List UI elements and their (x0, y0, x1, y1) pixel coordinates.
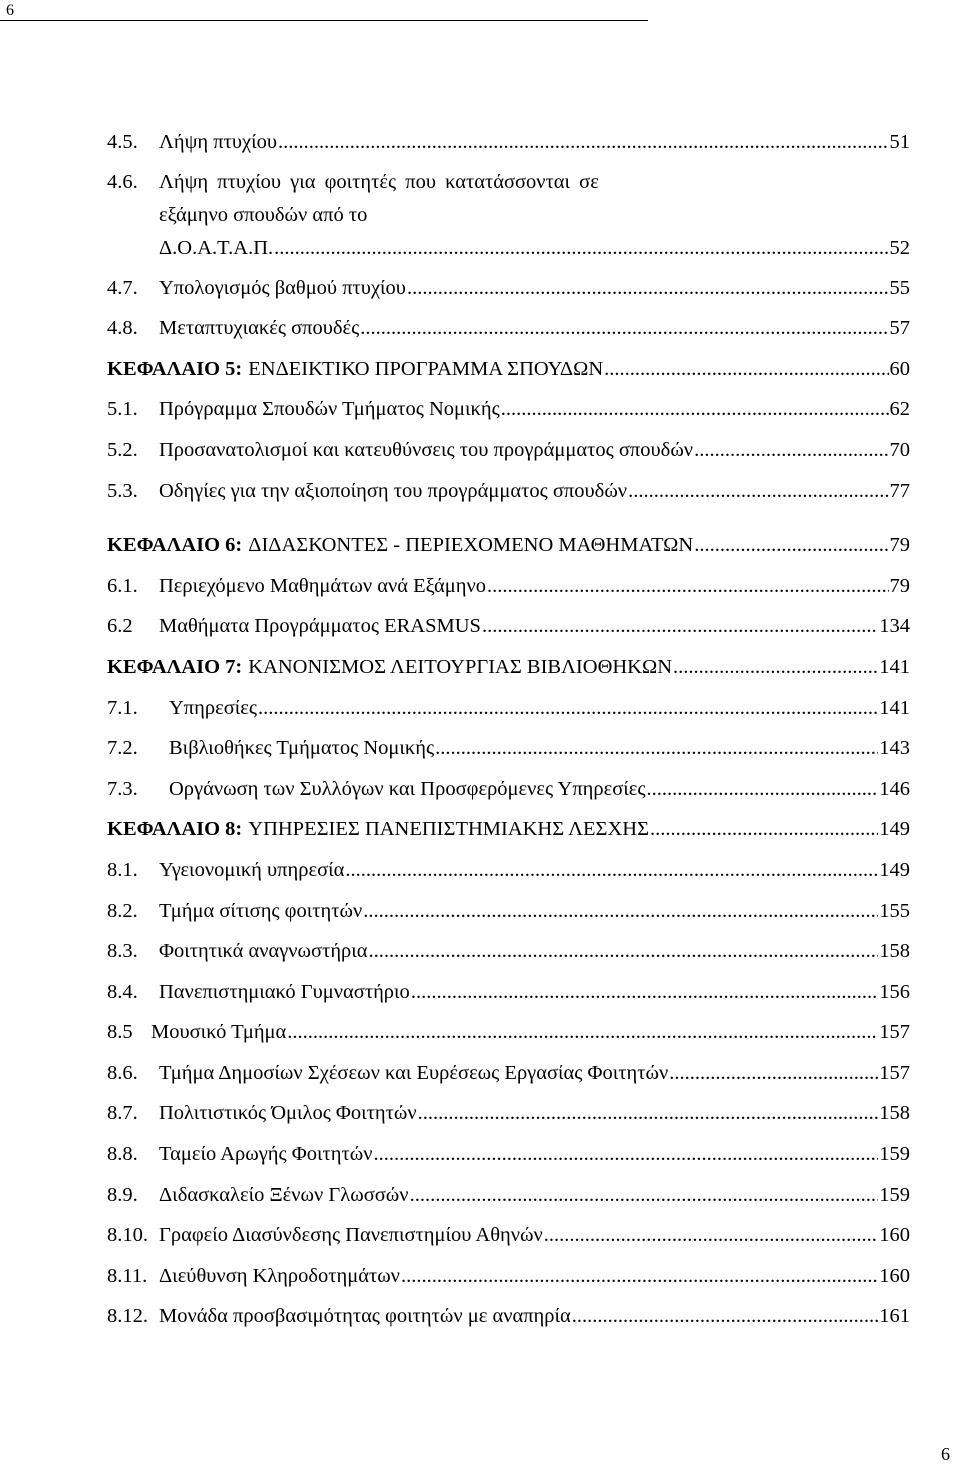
toc-title: Τμήμα Δημοσίων Σχέσεων και Ευρέσεως Εργασίας Φοιτητών (159, 1061, 669, 1084)
toc-number: 8.3. (107, 940, 138, 963)
toc-title: Πρόγραμμα Σπουδών Τμήματος Νομικής (159, 398, 500, 421)
table-of-contents (107, 122, 910, 1337)
toc-page: 157 (879, 1061, 910, 1084)
toc-entry-8-1[interactable] (107, 850, 910, 891)
toc-chapter-5[interactable] (107, 349, 910, 390)
toc-title: Προσανατολισμοί και κατευθύνσεις του προγράμματος σπουδών (159, 438, 694, 461)
toc-leader (418, 1093, 879, 1134)
toc-page: 134 (879, 615, 910, 638)
toc-number: 5.3. (107, 479, 138, 502)
toc-title: Περιεχόμενο Μαθημάτων ανά Εξάμηνο (159, 574, 487, 597)
toc-page: 79 (889, 574, 910, 597)
toc-title: Διδασκαλείο Ξένων Γλωσσών (159, 1183, 409, 1206)
chapter-label: ΚΕΦΑΛΑΙΟ 6: (107, 534, 243, 557)
toc-page: 60 (889, 357, 910, 380)
toc-title: ΕΝΔΕΙΚΤΙΚΟ ΠΡΟΓΡΑΜΜΑ ΣΠΟΥΔΩΝ (248, 357, 604, 380)
toc-title: Μαθήματα Προγράμματος ERASMUS (159, 615, 481, 638)
toc-page: 159 (879, 1183, 910, 1206)
toc-leader (604, 349, 888, 390)
toc-leader (694, 525, 888, 566)
toc-number: 8.1. (107, 858, 138, 881)
toc-number: 6.2 (107, 615, 133, 638)
toc-number: 7.3. (107, 777, 138, 800)
toc-entry-8-8[interactable] (107, 1134, 910, 1175)
toc-number: 8.5 (107, 1021, 133, 1044)
toc-leader (482, 606, 878, 647)
toc-entry-8-7[interactable] (107, 1093, 910, 1134)
toc-entry-5-1[interactable] (107, 389, 910, 430)
toc-entry-7-1[interactable] (107, 688, 910, 729)
toc-page: 158 (879, 1102, 910, 1125)
toc-leader (407, 268, 889, 309)
toc-title: Γραφείο Διασύνδεσης Πανεπιστημίου Αθηνών (159, 1224, 543, 1247)
toc-entry-8-11[interactable] (107, 1256, 910, 1297)
chapter-label: ΚΕΦΑΛΑΙΟ 5: (107, 357, 243, 380)
toc-number: 6.1. (107, 574, 138, 597)
toc-leader (694, 430, 888, 471)
toc-page: 161 (879, 1305, 910, 1328)
toc-entry-8-3[interactable] (107, 931, 910, 972)
toc-page: 141 (879, 696, 910, 719)
toc-page: 55 (889, 276, 910, 299)
header-page-number: 6 (6, 2, 14, 19)
toc-leader (501, 389, 889, 430)
toc-title: Πολιτιστικός Όμιλος Φοιτητών (159, 1102, 417, 1125)
toc-leader (401, 1256, 878, 1297)
toc-title: ΚΑΝΟΝΙΣΜΟΣ ΛΕΙΤΟΥΡΓΙΑΣ ΒΙΒΛΙΟΘΗΚΩΝ (248, 655, 673, 678)
toc-leader (345, 850, 878, 891)
toc-page: 141 (879, 655, 910, 678)
toc-page: 51 (889, 131, 910, 153)
toc-page: 146 (879, 777, 910, 800)
toc-title: Λήψη πτυχίου (159, 131, 278, 153)
toc-page: 77 (889, 479, 910, 502)
toc-page: 158 (879, 940, 910, 963)
toc-number: 8.8. (107, 1143, 138, 1166)
toc-entry-8-5[interactable] (107, 1012, 910, 1053)
toc-chapter-7[interactable] (107, 647, 910, 688)
toc-leader (363, 891, 878, 932)
toc-entry-5-2[interactable] (107, 430, 910, 471)
toc-title: Μονάδα προσβασιμότητας φοιτητών με αναπηρία (159, 1305, 571, 1328)
toc-entry-4-6[interactable] (107, 163, 910, 265)
toc-leader (435, 728, 878, 769)
toc-title: Βιβλιοθήκες Τμήματος Νομικής (169, 737, 435, 760)
toc-leader (647, 769, 879, 810)
toc-chapter-8[interactable] (107, 809, 910, 850)
toc-number: 8.11. (107, 1264, 148, 1287)
toc-leader (673, 647, 878, 688)
toc-title-line-1: Λήψη πτυχίου για φοιτητές που κατατάσσονται σε (159, 170, 599, 193)
toc-number: 4.6. (107, 170, 138, 193)
toc-page: 155 (879, 899, 910, 922)
toc-entry-8-6[interactable] (107, 1053, 910, 1094)
toc-title: Ταμείο Αρωγής Φοιτητών (159, 1143, 373, 1166)
toc-page: 160 (879, 1264, 910, 1287)
toc-number: 5.2. (107, 438, 138, 461)
toc-leader (628, 471, 888, 512)
toc-title: Υγειονομική υπηρεσία (159, 858, 345, 881)
toc-entry-4-8[interactable] (107, 308, 910, 349)
toc-page: 52 (889, 236, 910, 259)
toc-entry-8-2[interactable] (107, 891, 910, 932)
toc-page: 70 (889, 438, 910, 461)
chapter-label: ΚΕΦΑΛΑΙΟ 7: (107, 655, 243, 678)
toc-page: 160 (879, 1224, 910, 1247)
toc-number: 4.8. (107, 317, 138, 340)
toc-page: 159 (879, 1143, 910, 1166)
toc-leader (410, 1175, 879, 1216)
toc-page: 156 (879, 980, 910, 1003)
toc-number: 4.5. (107, 131, 138, 153)
toc-leader (258, 688, 878, 729)
toc-leader (360, 308, 888, 349)
toc-entry-6-1[interactable] (107, 566, 910, 607)
toc-leader (369, 931, 879, 972)
toc-page: 157 (879, 1021, 910, 1044)
toc-entry-8-12[interactable] (107, 1296, 910, 1337)
toc-leader (669, 1053, 878, 1094)
toc-title: ΥΠΗΡΕΣΙΕΣ ΠΑΝΕΠΙΣΤΗΜΙΑΚΗΣ ΛΕΣΧΗΣ (248, 818, 650, 841)
toc-leader (544, 1215, 878, 1256)
chapter-label: ΚΕΦΑΛΑΙΟ 8: (107, 818, 243, 841)
toc-title: Υπηρεσίες (169, 696, 258, 719)
toc-number: 5.1. (107, 398, 138, 421)
toc-number: 7.2. (107, 737, 138, 760)
footer-page-number: 6 (941, 1444, 950, 1464)
toc-entry-8-10[interactable] (107, 1215, 910, 1256)
toc-page: 149 (879, 858, 910, 881)
header-rule (0, 20, 648, 21)
toc-number: 7.1. (107, 696, 138, 719)
toc-leader (650, 809, 878, 850)
toc-number: 8.9. (107, 1183, 138, 1206)
toc-page: 79 (889, 534, 910, 557)
toc-leader (274, 232, 888, 265)
toc-page: 149 (879, 818, 910, 841)
toc-number: 8.2. (107, 899, 138, 922)
toc-title: ΔΙΔΑΣΚΟΝΤΕΣ - ΠΕΡΙΕΧΟΜΕΝΟ ΜΑΘΗΜΑΤΩΝ (248, 534, 694, 557)
toc-entry-4-5[interactable] (107, 122, 910, 163)
toc-number: 8.7. (107, 1102, 138, 1125)
toc-number: 8.10. (107, 1224, 148, 1247)
toc-title: Οδηγίες για την αξιοποίηση του προγράμματος σπουδών (159, 479, 628, 502)
toc-entry-5-3[interactable] (107, 471, 910, 512)
toc-page: 57 (889, 317, 910, 340)
toc-title: Διεύθυνση Κληροδοτημάτων (159, 1264, 400, 1287)
toc-number: 4.7. (107, 276, 138, 299)
toc-leader (373, 1134, 878, 1175)
toc-entry-8-9[interactable] (107, 1175, 910, 1216)
toc-title-line-3: Δ.Ο.Α.Τ.Α.Π. (159, 236, 274, 259)
toc-title: Μεταπτυχιακές σπουδές (159, 317, 360, 340)
toc-title: Οργάνωση των Συλλόγων και Προσφερόμενες Υπηρεσίες (169, 777, 646, 800)
toc-number: 8.4. (107, 980, 138, 1003)
toc-leader (572, 1296, 878, 1337)
toc-page: 143 (879, 737, 910, 760)
toc-entry-8-4[interactable] (107, 972, 910, 1013)
toc-title: Μουσικό Τμήμα (151, 1021, 287, 1044)
toc-page: 62 (889, 398, 910, 421)
toc-number: 8.12. (107, 1305, 148, 1328)
toc-entry-6-2[interactable] (107, 606, 910, 647)
toc-title: Τμήμα σίτισης φοιτητών (159, 899, 363, 922)
toc-title: Φοιτητικά αναγνωστήρια (159, 940, 368, 963)
toc-leader (287, 1012, 878, 1053)
toc-entry-7-3[interactable] (107, 769, 910, 810)
toc-leader (487, 566, 888, 607)
toc-entry-4-7[interactable] (107, 268, 910, 309)
toc-entry-7-2[interactable] (107, 728, 910, 769)
toc-chapter-6[interactable] (107, 525, 910, 566)
toc-title: Υπολογισμός βαθμού πτυχίου (159, 276, 406, 299)
toc-title-line-2: εξάμηνο σπουδών από το (159, 203, 368, 226)
toc-title: Πανεπιστημιακό Γυμναστήριο (159, 980, 410, 1003)
toc-leader (278, 122, 888, 163)
toc-number: 8.6. (107, 1061, 138, 1084)
toc-leader (411, 972, 878, 1013)
